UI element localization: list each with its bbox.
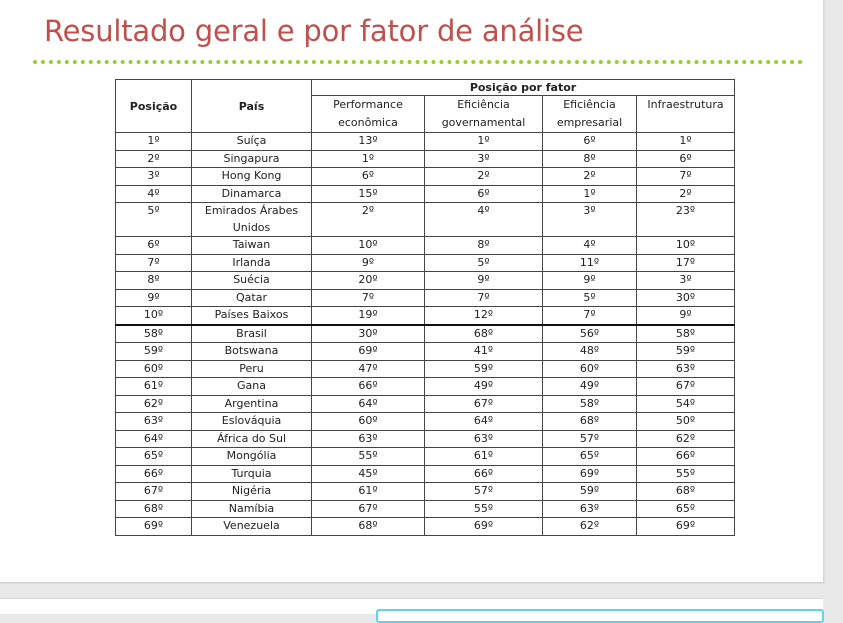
rank-cell: 11º [543, 254, 637, 272]
rank-cell: 68º [637, 483, 735, 501]
rank-cell: 3º [116, 168, 192, 186]
results-table [115, 79, 735, 536]
rank-cell: 67º [116, 483, 192, 501]
rank-cell: 62º [116, 395, 192, 413]
table-row [116, 343, 735, 361]
rank-cell: 6º [425, 185, 543, 203]
country-cell: Singapura [192, 150, 312, 168]
rank-cell: 6º [312, 168, 425, 186]
rank-cell: 5º [425, 254, 543, 272]
table-row [116, 378, 735, 396]
rank-cell: 69º [312, 343, 425, 361]
rank-cell: 57º [543, 430, 637, 448]
rank-cell: 59º [637, 343, 735, 361]
table-row [116, 360, 735, 378]
rank-cell: 69º [543, 465, 637, 483]
country-cell: Qatar [192, 289, 312, 307]
rank-cell: 9º [425, 272, 543, 290]
rank-cell: 63º [425, 430, 543, 448]
rank-cell: 5º [116, 203, 192, 237]
rank-cell: 9º [637, 307, 735, 325]
rank-cell: 1º [543, 185, 637, 203]
rank-cell: 3º [637, 272, 735, 290]
table-row [116, 430, 735, 448]
rank-cell: 9º [312, 254, 425, 272]
rank-cell: 10º [637, 237, 735, 255]
country-cell: Venezuela [192, 518, 312, 536]
rank-cell: 10º [312, 237, 425, 255]
country-cell: Emirados Árabes Unidos [192, 203, 312, 237]
rank-cell: 59º [543, 483, 637, 501]
rank-cell: 4º [116, 185, 192, 203]
table-row [116, 500, 735, 518]
rank-cell: 1º [425, 133, 543, 151]
country-cell: Hong Kong [192, 168, 312, 186]
country-cell: Irlanda [192, 254, 312, 272]
rank-cell: 30º [637, 289, 735, 307]
rank-cell: 1º [637, 133, 735, 151]
country-cell: Argentina [192, 395, 312, 413]
rank-cell: 23º [637, 203, 735, 237]
rank-cell: 45º [312, 465, 425, 483]
rank-cell: 3º [425, 150, 543, 168]
rank-cell: 63º [637, 360, 735, 378]
country-cell: Suíça [192, 133, 312, 151]
rank-cell: 61º [116, 378, 192, 396]
table-row [116, 465, 735, 483]
rank-cell: 62º [637, 430, 735, 448]
rank-cell: 2º [543, 168, 637, 186]
table-row [116, 325, 735, 343]
country-cell: Suécia [192, 272, 312, 290]
rank-cell: 49º [543, 378, 637, 396]
rank-cell: 6º [116, 237, 192, 255]
next-slide-shape [376, 609, 824, 623]
rank-cell: 7º [543, 307, 637, 325]
header-pais: País [192, 80, 312, 133]
rank-cell: 63º [116, 413, 192, 431]
rank-cell: 64º [116, 430, 192, 448]
rank-cell: 8º [543, 150, 637, 168]
table-row [116, 518, 735, 536]
table-body [116, 133, 735, 536]
rank-cell: 19º [312, 307, 425, 325]
country-cell: Turquia [192, 465, 312, 483]
slide-title: Resultado geral e por fator de análise [44, 14, 584, 48]
table-row [116, 395, 735, 413]
rank-cell: 66º [116, 465, 192, 483]
country-cell: Dinamarca [192, 185, 312, 203]
rank-cell: 7º [116, 254, 192, 272]
header-posicao: Posição [116, 80, 192, 133]
rank-cell: 68º [116, 500, 192, 518]
table-row [116, 483, 735, 501]
rank-cell: 57º [425, 483, 543, 501]
rank-cell: 1º [116, 133, 192, 151]
rank-cell: 17º [637, 254, 735, 272]
table-row [116, 150, 735, 168]
rank-cell: 69º [116, 518, 192, 536]
rank-cell: 50º [637, 413, 735, 431]
country-cell: Taiwan [192, 237, 312, 255]
rank-cell: 6º [543, 133, 637, 151]
rank-cell: 55º [312, 448, 425, 466]
table-row [116, 448, 735, 466]
country-cell: Gana [192, 378, 312, 396]
table-row [116, 185, 735, 203]
dotted-divider [33, 60, 803, 64]
rank-cell: 2º [637, 185, 735, 203]
rank-cell: 65º [637, 500, 735, 518]
table-row [116, 168, 735, 186]
rank-cell: 58º [543, 395, 637, 413]
rank-cell: 67º [637, 378, 735, 396]
rank-cell: 65º [116, 448, 192, 466]
rank-cell: 7º [312, 289, 425, 307]
rank-cell: 4º [425, 203, 543, 237]
rank-cell: 58º [116, 325, 192, 343]
table-row [116, 237, 735, 255]
rank-cell: 6º [637, 150, 735, 168]
country-cell: Nigéria [192, 483, 312, 501]
table-row [116, 307, 735, 325]
country-cell: Eslováquia [192, 413, 312, 431]
rank-cell: 61º [425, 448, 543, 466]
rank-cell: 69º [637, 518, 735, 536]
country-cell: Mongólia [192, 448, 312, 466]
rank-cell: 49º [425, 378, 543, 396]
rank-cell: 62º [543, 518, 637, 536]
rank-cell: 2º [312, 203, 425, 237]
rank-cell: 54º [637, 395, 735, 413]
rank-cell: 63º [312, 430, 425, 448]
rank-cell: 41º [425, 343, 543, 361]
rank-cell: 2º [425, 168, 543, 186]
header-factor: Eficiência empresarial [543, 96, 637, 133]
rank-cell: 67º [425, 395, 543, 413]
rank-cell: 5º [543, 289, 637, 307]
rank-cell: 60º [116, 360, 192, 378]
rank-cell: 20º [312, 272, 425, 290]
rank-cell: 4º [543, 237, 637, 255]
header-group: Posição por fator [312, 80, 735, 96]
header-factor: Infraestrutura [637, 96, 735, 133]
country-cell: Peru [192, 360, 312, 378]
rank-cell: 1º [312, 150, 425, 168]
header-factor: Performance econômica [312, 96, 425, 133]
table-row [116, 272, 735, 290]
rank-cell: 65º [543, 448, 637, 466]
rank-cell: 8º [425, 237, 543, 255]
rank-cell: 56º [543, 325, 637, 343]
rank-cell: 64º [425, 413, 543, 431]
country-cell: Países Baixos [192, 307, 312, 325]
rank-cell: 60º [543, 360, 637, 378]
rank-cell: 63º [543, 500, 637, 518]
rank-cell: 61º [312, 483, 425, 501]
rank-cell: 7º [637, 168, 735, 186]
table-row [116, 203, 735, 237]
rank-cell: 67º [312, 500, 425, 518]
table-row [116, 133, 735, 151]
rank-cell: 12º [425, 307, 543, 325]
rank-cell: 10º [116, 307, 192, 325]
rank-cell: 47º [312, 360, 425, 378]
rank-cell: 58º [637, 325, 735, 343]
rank-cell: 68º [543, 413, 637, 431]
rank-cell: 66º [312, 378, 425, 396]
rank-cell: 15º [312, 185, 425, 203]
rank-cell: 68º [312, 518, 425, 536]
rank-cell: 55º [425, 500, 543, 518]
rank-cell: 59º [425, 360, 543, 378]
rank-cell: 55º [637, 465, 735, 483]
rank-cell: 8º [116, 272, 192, 290]
rank-cell: 13º [312, 133, 425, 151]
rank-cell: 7º [425, 289, 543, 307]
rank-cell: 69º [425, 518, 543, 536]
country-cell: África do Sul [192, 430, 312, 448]
rank-cell: 60º [312, 413, 425, 431]
table-row [116, 413, 735, 431]
rank-cell: 59º [116, 343, 192, 361]
rank-cell: 66º [425, 465, 543, 483]
rank-cell: 48º [543, 343, 637, 361]
country-cell: Botswana [192, 343, 312, 361]
rank-cell: 2º [116, 150, 192, 168]
rank-cell: 3º [543, 203, 637, 237]
rank-cell: 30º [312, 325, 425, 343]
header-factor: Eficiência governamental [425, 96, 543, 133]
rank-cell: 9º [543, 272, 637, 290]
table-row [116, 254, 735, 272]
table-row [116, 289, 735, 307]
rank-cell: 64º [312, 395, 425, 413]
country-cell: Namíbia [192, 500, 312, 518]
rank-cell: 68º [425, 325, 543, 343]
rank-cell: 9º [116, 289, 192, 307]
rank-cell: 66º [637, 448, 735, 466]
country-cell: Brasil [192, 325, 312, 343]
